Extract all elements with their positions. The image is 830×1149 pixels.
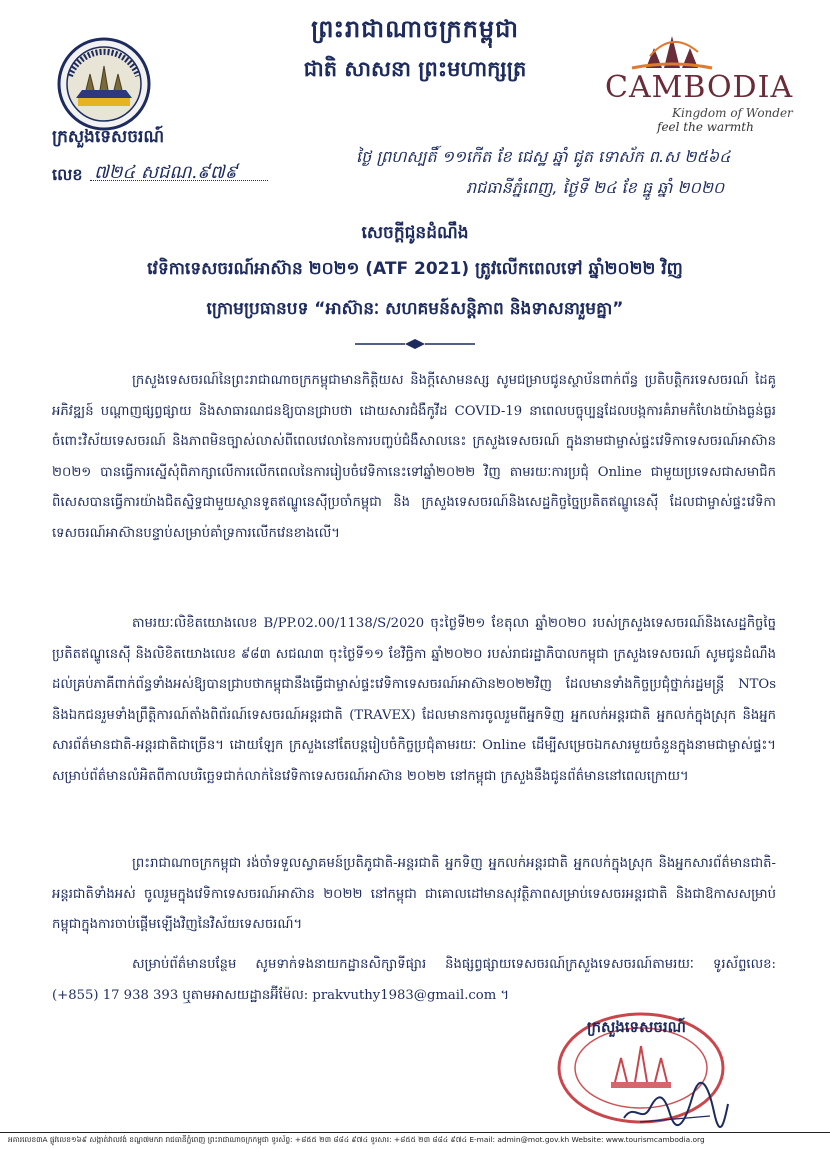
ministry-name: ក្រសួងទេសចរណ៍ bbox=[52, 127, 165, 147]
reference-number: ៧២៤ សជណ.៩៧៩ bbox=[94, 162, 238, 183]
body-paragraph-3: ព្រះរាជាណាចក្រកម្ពុជា រង់ចាំទទួលស្វាគមន៍ប្រតិភូជាតិ-អន្តរជាតិ អ្នកទិញ អ្នកលក់អន្តរជាតិ អ្នកលក់ក្នុងស្រុក និងអ្នកសារព័ត៌មានជាតិ-អន្តរជាតិទាំងអស់ ចូលរួមក្នុងវេទិកាទេសចរណ៍អាស៊ាន ២០២២ នៅកម្ពុជា ជាគោលដៅមានសុវត្ថិភាពសម្រាប់ទេសចរអន្តរជាតិ និងជាឱកាសសម្រាប់កម្ពុជាក្នុងការចាប់ផ្តើមឡើងវិញនៃវិស័យទេសចរណ៍។ bbox=[52, 856, 776, 932]
body-paragraph-1: ក្រសួងទេសចរណ៍នៃព្រះរាជាណាចក្រកម្ពុជាមានកិត្តិយស និងក្តីសោមនស្ស សូមជម្រាបជូនស្ថាប័នពាក់ព័ន្ធ ប្រតិបត្តិករទេសចរណ៍ ដៃគូអភិវឌ្ឍន៍ បណ្តាញផ្សព្វផ្សាយ និងសាធារណជនឱ្យបានជ្រាបថា ដោយសារជំងឺកូវីដ COVID-19 នាពេលបច្ចុប្បន្នដែលបង្កការគំរាមកំហែងយ៉ាងធ្ងន់ធ្ងរចំពោះវិស័យទេសចរណ៍ និងភាពមិនច្បាស់លាស់ពីពេលវេលានៃការបញ្ចប់ជំងឺសាលនេះ ក្រសួងទេសចរណ៍ ក្នុងនាមជាម្ចាស់ផ្ទះវេទិកាទេសចរណ៍អាស៊ាន ២០២១ បានធ្វើការស្នើសុំពិភាក្សាលើការលើកពេលនៃការរៀបចំវេទិកានេះទៅឆ្នាំ២០២២ វិញ តាមរយៈការប្រជុំ Online ជាមួយប្រទេសជាសមាជិក ពិសេសបានធ្វើការយ៉ាងជិតស្និទ្ធជាមួយស្ថានទូតឥណ្ឌូនេស៊ីប្រចាំកម្ពុជា និង ក្រសួងទេសចរណ៍និងសេដ្ឋកិច្ចច្នៃប្រតិតឥណ្ឌូនេស៊ី ដែលជាម្ចាស់ផ្ទះវេទិកាទេសចរណ៍អាស៊ានបន្ទាប់សម្រាប់គាំទ្រការលើកវេនខាងលើ។ bbox=[52, 373, 776, 541]
lunar-date: ថ្ងៃ ព្រហស្បតិ៍ ១១កើត ខែ ជេស្ឋ ឆ្នាំ ជូត ទោស័ក ព.ស ២៥៦៤ bbox=[356, 147, 731, 166]
reference-label: លេខ bbox=[52, 165, 83, 184]
title-divider-ornament bbox=[355, 338, 475, 350]
stamp-ministry-label: ក្រសួងទេសចរណ៍ bbox=[587, 1018, 686, 1036]
solar-date: រាជធានីភ្នំពេញ, ថ្ងៃទី ២៤ ខែ ធ្នូ ឆ្នាំ ២០២០ bbox=[466, 178, 725, 197]
brand-tagline: Kingdom of Wonder bbox=[672, 106, 793, 120]
document-title: សេចក្តីជូនដំណឹង bbox=[361, 223, 469, 243]
national-motto: ជាតិ សាសនា ព្រះមហាក្សត្រ bbox=[303, 56, 527, 81]
kingdom-heading: ព្រះរាជាណាចក្រកម្ពុជា bbox=[311, 14, 519, 43]
document-subtitle: វេទិកាទេសចរណ៍អាស៊ាន ២០២១ (ATF 2021) ត្រូវលើកពេលទៅ ឆ្នាំ២០២២ វិញ bbox=[147, 259, 683, 279]
handwritten-signature bbox=[620, 1074, 730, 1134]
footer-contact-info: អគារលេខ៣A ផ្លូវលេខ១៦៩ សង្កាត់វាលវង់ ខណ្ឌ៧មករា រាជធានីភ្នំពេញ ព្រះរាជាណាចក្រកម្ពុជា ទូរស័ព្ទ: +៨៥៥ ២៣ ៨៨៤ ៩៧៤ ទូរសារ: +៨៥៥ ២៣ ៨៨៤ ៩៧៤ E-mail: admin@mot.gov.kh Website: www.tourismcambodia.org bbox=[8, 1135, 705, 1144]
ministry-seal-logo bbox=[56, 36, 152, 132]
brand-name: CAMBODIA bbox=[605, 70, 794, 105]
body-paragraph-2: តាមរយៈលិខិតយោងលេខ B/PP.02.00/1138/S/2020 ចុះថ្ងៃទី២១ ខែតុលា ឆ្នាំ២០២០ របស់ក្រសួងទេសចរណ៍និងសេដ្ឋកិច្ចច្នៃប្រតិតឥណ្ឌូនេស៊ី និងលិខិតយោងលេខ ៩៨៣ សជណ៣ ចុះថ្ងៃទី១១ ខែវិច្ឆិកា ឆ្នាំ២០២០ របស់រាជរដ្ឋាភិបាលកម្ពុជា ក្រសួងទេសចរណ៍ សូមជូនដំណឹងដល់គ្រប់ភាគីពាក់ព័ន្ធទាំងអស់ឱ្យបានជ្រាបថាកម្ពុជានឹងធ្វើជាម្ចាស់ផ្ទះវេទិកាទេសចរណ៍អាស៊ាន២០២២វិញ ដែលមានទាំងកិច្ចប្រជុំថ្នាក់រដ្ឋមន្ត្រី NTOs និងឯកជនរួមទាំងព្រឹត្តិការណ៍តាំងពិព័រណ៍ទេសចរណ៍អន្តរជាតិ (TRAVEX) ដែលមានការចូលរួមពីអ្នកទិញ អ្នកលក់អន្តរជាតិ អ្នកលក់ក្នុងស្រុក និងអ្នកសារព័ត៌មានជាតិ-អន្តរជាតិជាច្រើន។ ដោយឡែក ក្រសួងនៅតែបន្តរៀបចំកិច្ចប្រជុំតាមរយៈ Online ដើម្បីសម្រេចឯកសារមួយចំនួនក្នុងនាមជាម្ចាស់ផ្ទះ។ សម្រាប់ព័ត៌មានលំអិតពីកាលបរិច្ឆេទជាក់លាក់នៃវេទិកាទេសចរណ៍អាស៊ាន ២០២២ នៅកម្ពុជា ក្រសួងនឹងជូនព័ត៌មាននៅពេលក្រោយ។ bbox=[52, 616, 776, 784]
brand-slogan: feel the warmth bbox=[657, 120, 754, 134]
body-paragraph-4: សម្រាប់ព័ត៌មានបន្ថែម សូមទាក់ទងនាយកដ្ឋានសិក្សាទីផ្សារ និងផ្សព្វផ្សាយទេសចរណ៍ក្រសួងទេសចរណ៍តាមរយៈ ទូរស័ព្ទលេខ: (+855) 17 938 393 ឬតាមអាសយដ្ឋានអ៊ីម៉ែល: prakvuthy1983@gmail.com ។ bbox=[52, 957, 776, 1003]
document-theme: ក្រោមប្រធានបទ “អាស៊ានៈ សហគមន៍សន្តិភាព និងទាសនារួមគ្នា” bbox=[206, 299, 624, 319]
reference-underline bbox=[90, 180, 268, 181]
